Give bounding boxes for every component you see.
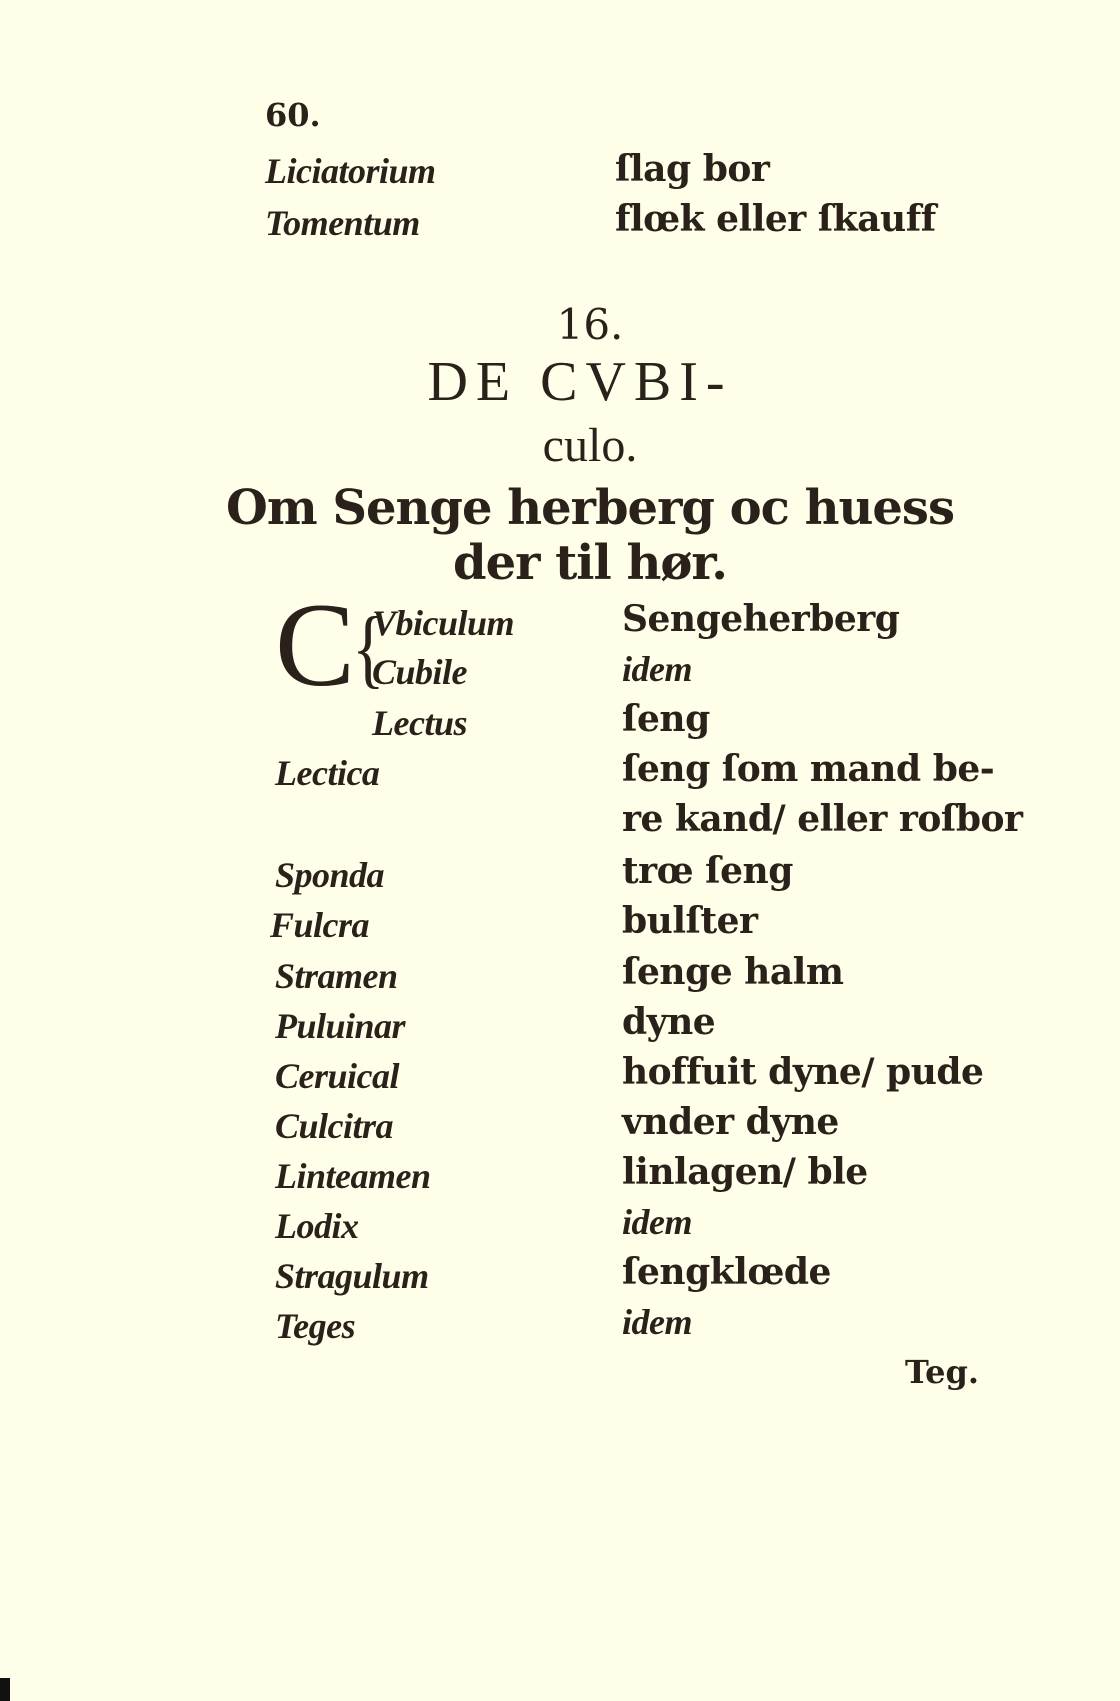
entry-danish-continuation: re kand/ eller roſbor xyxy=(622,798,1023,840)
entry-danish: idem xyxy=(622,649,692,689)
entry-danish: ſengklœde xyxy=(622,1251,831,1293)
entry-latin: Ceruical xyxy=(275,1056,400,1096)
entry-latin: Stramen xyxy=(275,956,398,996)
entry-danish: ſlag bor xyxy=(615,148,770,190)
entry-danish: idem xyxy=(622,1302,692,1342)
entry-danish: trœ ſeng xyxy=(622,850,793,892)
entry-danish: bulſter xyxy=(622,900,758,942)
entry-danish: dyne xyxy=(622,1001,716,1043)
entry-latin: Stragulum xyxy=(275,1256,429,1296)
entry-latin: Cubile xyxy=(372,652,468,692)
entry-latin: Lectica xyxy=(275,753,380,793)
entry-danish: Sengeherberg xyxy=(622,598,900,640)
entry-danish: flœk eller ſkauff xyxy=(615,198,936,240)
section-heading-line2: der til hør. xyxy=(453,535,727,591)
entry-danish: ſenge halm xyxy=(622,951,844,993)
entry-latin: Teges xyxy=(275,1306,356,1346)
entry-danish: ſeng xyxy=(622,698,710,740)
entry-latin: Tomentum xyxy=(265,203,420,243)
section-title-continuation: culo. xyxy=(542,419,638,472)
entry-latin: Lectus xyxy=(372,703,467,743)
entry-danish: vnder dyne xyxy=(622,1101,839,1143)
scan-edge-mark xyxy=(0,1678,10,1701)
entry-danish: ſeng ſom mand be- xyxy=(622,748,995,790)
entry-latin: Liciatorium xyxy=(265,151,436,191)
brace-glyph: { xyxy=(352,597,385,697)
entry-danish: idem xyxy=(622,1202,692,1242)
entry-latin: Linteamen xyxy=(275,1156,431,1196)
page-number: 60. xyxy=(265,96,321,134)
entry-danish: linlagen/ ble xyxy=(622,1151,868,1193)
drop-cap: C xyxy=(275,578,356,711)
entry-latin: Vbiculum xyxy=(372,603,515,643)
entry-danish: hoffuit dyne/ pude xyxy=(622,1051,984,1093)
entry-latin: Fulcra xyxy=(270,905,370,945)
entry-latin: Sponda xyxy=(275,855,385,895)
section-number: 16. xyxy=(556,300,624,349)
section-heading-line1: Om Senge herberg oc huess xyxy=(226,480,954,536)
entry-latin: Puluinar xyxy=(275,1006,406,1046)
entry-latin: Culcitra xyxy=(275,1106,394,1146)
section-title: DE CVBI- xyxy=(427,351,733,413)
catchword: Teg. xyxy=(905,1353,980,1391)
entry-latin: Lodix xyxy=(275,1206,359,1246)
